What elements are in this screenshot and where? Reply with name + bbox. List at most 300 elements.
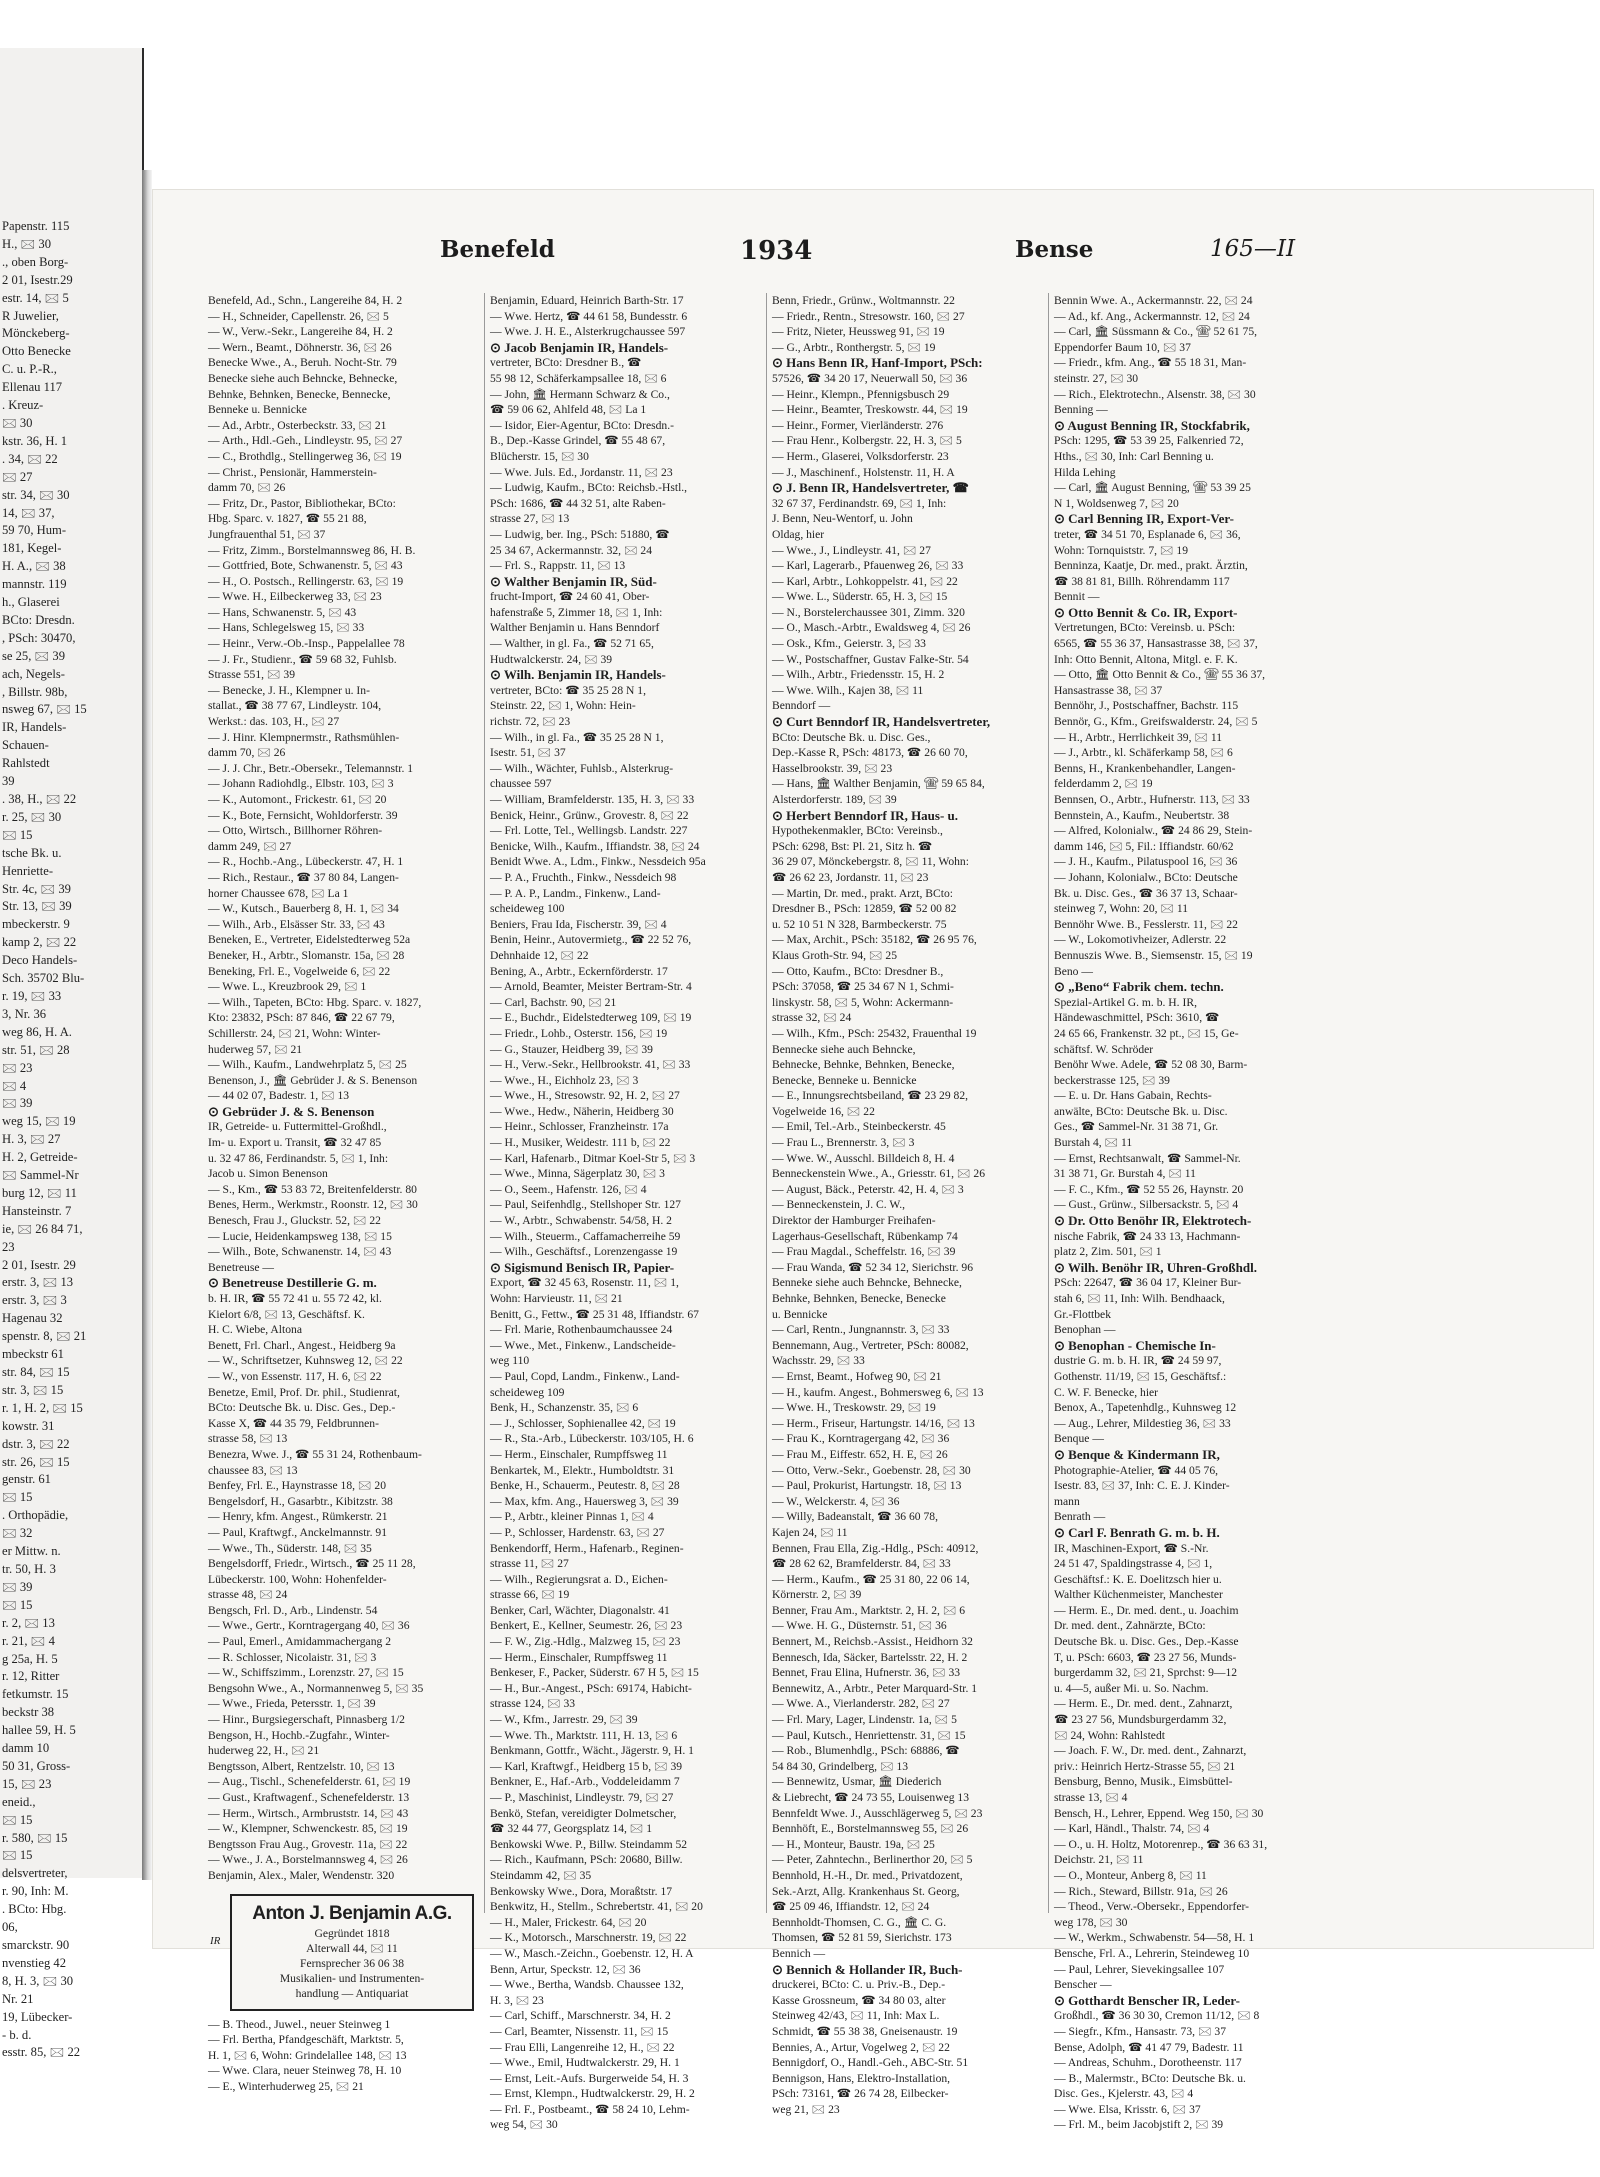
directory-entry-line: PSch: 37058, ☎ 25 34 67 N 1, Schmi- [772,980,954,994]
previous-page-line: Hansteinstr. 7 [2,1203,72,1218]
directory-entry-line: — P., Arbtr., kleiner Pinnas 1, 🖂 4 [490,1510,654,1524]
directory-entry-line: — Frl. S., Rappstr. 11, 🖂 13 [490,559,626,573]
directory-entry-line: Bense, Adolph, ☎ 41 47 79, Badestr. 11 [1054,2040,1244,2054]
directory-entry-line: Kajen 24, 🖂 11 [772,1525,848,1539]
directory-entry-line: Benick, Heinr., Grünw., Grovestr. 8, 🖂 22 [490,808,689,822]
firm-entry-heading: ⊙ Carl Benning IR, Export-Ver- [1054,511,1235,527]
directory-entry-line: Vertretungen, BCto: Vereinsb. u. PSch: [1054,621,1236,635]
previous-page-line: 06, [2,1920,18,1935]
previous-page-line: 🖂 4 [2,1078,27,1093]
directory-entry-line: Lagerhaus-Gesellschaft, Rübenkamp 74 [772,1229,958,1243]
directory-entry-line: — Paul, Prokurist, Hartungstr. 18, 🖂 13 [772,1479,962,1493]
previous-page-line: 14, 🖂 37, [2,505,55,520]
directory-entry-line: Hbg. Sparc. v. 1827, ☎ 55 21 88, [208,512,367,526]
directory-entry-line: 6565, ☎ 55 36 37, Hansastrasse 38, 🖂 37, [1054,637,1258,651]
previous-page-line: 50 31, Gross- [2,1758,71,1773]
previous-page-line: H. 3, 🖂 27 [2,1132,61,1147]
directory-entry-line: Deutsche Bk. u. Disc. Ges., Dep.-Kasse [1054,1635,1239,1649]
directory-entry-line: — Fritz, Nieter, Heussweg 91, 🖂 19 [772,325,945,339]
previous-page-line: . 38, H., 🖂 22 [2,792,77,806]
directory-entry-line: Benrath — [1054,1510,1106,1524]
directory-entry-line: — Otto, 🏛 Otto Bennit & Co., ☎ 55 36 37, [1054,668,1266,682]
previous-page-line: , PSch: 30470, [2,630,76,645]
previous-page-line: Otto Benecke [2,344,71,359]
directory-entry-line: Benque — [1054,1432,1104,1446]
directory-entry-line: scheideweg 109 [490,1385,565,1399]
directory-entry-line: — H., Musiker, Weidestr. 111 b, 🖂 22 [490,1136,671,1150]
directory-entry-line: Benkendorff, Herm., Hafenarb., Reginen- [490,1541,684,1555]
directory-entry-line: — Wilh., Tapeten, BCto: Hbg. Sparc. v. 1827, [208,995,422,1009]
directory-entry-line: — Wilh., Bote, Schwanenstr. 14, 🖂 43 [208,1245,392,1259]
previous-page-line: erstr. 3, 🖂 3 [2,1293,67,1308]
directory-entry-line: Bennöhr, J., Postschaffner, Bachstr. 115 [1054,699,1239,713]
directory-entry-line: — J. Hinr. Klempnermstr., Rathsmühlen- [208,730,400,744]
ad-founded: Gegründet 1818 [314,1926,390,1940]
directory-entry-line: — Bennewitz, Usmar, 🏛 Diederich [772,1775,942,1789]
column-2 [490,293,760,2132]
directory-entry-line: damm 146, 🖂 5, Fil.: Iffiandstr. 60/62 [1054,839,1234,853]
directory-entry-line: Wohn: Harvieustr. 11, 🖂 21 [490,1292,623,1305]
directory-entry-line: Benett, Frl. Charl., Angest., Heidberg 9a [208,1338,396,1352]
directory-entry-line: Benecke, Benneke u. Bennicke [772,1073,917,1087]
directory-entry-line: — Karl, Arbtr., Lohkoppelstr. 41, 🖂 22 [772,574,958,588]
directory-entry-line: Schillerstr. 24, 🖂 21, Wohn: Winter- [208,1026,381,1040]
directory-entry-line: — Frau K., Korntragergang 42, 🖂 36 [772,1432,950,1446]
directory-entry-line: — Paul, Lehrer, Sievekingsallee 107 [1054,1962,1225,1976]
previous-page-line: 2 01, Isestr. 29 [2,1257,76,1272]
directory-entry-line: — Heinr., Beamter, Treskowstr. 44, 🖂 19 [772,403,968,417]
directory-entry-line: — W., Schiffszimm., Lorenzstr. 27, 🖂 15 [208,1666,404,1680]
directory-entry-line: — P., Schlosser, Hardenstr. 63, 🖂 27 [490,1525,665,1539]
directory-entry-line: Großhdl., ☎ 36 30 30, Cremon 11/12, 🖂 8 [1054,2009,1260,2023]
directory-entry-line: Benin, Heinr., Autovermietg., ☎ 22 52 76, [490,933,692,947]
directory-entry-line: strasse 66, 🖂 19 [490,1588,570,1602]
directory-entry-line: steinweg 7, Wohn: 20, 🖂 11 [1054,902,1189,916]
directory-entry-line: Benecke Wwe., A., Beruh. Nocht-Str. 79 [208,356,397,370]
directory-entry-line: — Paul, Kutsch., Henriettenstr. 31, 🖂 15 [772,1728,966,1742]
directory-entry-line: Behnke, Behnken, Benecke, Bennecke, [208,387,391,401]
directory-entry-line: felderdamm 2, 🖂 19 [1054,777,1153,791]
firm-entry-heading: ⊙ Benetreuse Destillerie G. m. [208,1275,377,1291]
directory-entry-line: BCto: Deutsche Bk. u. Disc. Ges., [772,730,931,744]
firm-entry-heading: ⊙ Gebrüder J. & S. Benenson [208,1103,375,1119]
directory-entry-line: — Hans, 🏛 Walther Benjamin, ☎ 59 65 84, [772,777,985,791]
directory-entry-line: Hansastrasse 38, 🖂 37 [1054,683,1163,697]
directory-entry-line: Strasse 551, 🖂 39 [208,668,295,682]
directory-entry-line: — W., Welckerstr. 4, 🖂 36 [772,1494,900,1508]
directory-entry-line: Beno — [1054,964,1093,978]
directory-entry-line: — Friedr., Rentn., Stresowstr. 160, 🖂 27 [772,309,965,323]
directory-entry-line: — W., Arbtr., Schwabenstr. 54/58, H. 2 [490,1214,672,1228]
directory-entry-line: Benkö, Stefan, vereidigter Dolmetscher, [490,1806,677,1820]
previous-page-line: weg 86, H. A. [2,1024,72,1039]
directory-entry-line: Schmidt, ☎ 55 38 38, Gneisenaustr. 19 [772,2024,958,2038]
directory-entry-line: strasse 13, 🖂 4 [1054,1791,1128,1804]
previous-page-line: C. u. P.-R., [2,362,57,377]
running-head [280,236,1306,270]
directory-entry-line: huderweg 22, H., 🖂 21 [208,1744,320,1758]
directory-entry-line: — Carl, 🏛 August Benning, ☎ 53 39 25 [1054,481,1251,495]
directory-entry-line: Bening, A., Arbtr., Eckernförderstr. 17 [490,964,668,978]
directory-entry-line: — Wwe. Th., Marktstr. 111, H. 13, 🖂 6 [490,1728,678,1742]
directory-entry-line: 32 67 37, Ferdinandstr. 69, 🖂 1, Inh: [772,496,947,510]
previous-page-fragment [0,48,144,2060]
directory-entry-line: — Carl, 🏛 Süssmann & Co., ☎ 52 61 75, [1054,325,1258,339]
directory-entry-line: PSch: 1295, ☎ 53 39 25, Falkenried 72, [1054,434,1244,448]
directory-entry-line: Benkwitz, H., Stellm., Schrebertstr. 41, 🖂 20 [490,1900,703,1914]
previous-page-line: 🖂 27 [2,469,33,484]
directory-entry-line: — Herm., Einschaler, Rumpffsweg 11 [490,1447,668,1461]
directory-entry-line: — Joach. F. W., Dr. med. dent., Zahnarzt, [1054,1744,1247,1758]
directory-entry-line: Bennhold, H.-H., Dr. med., Privatdozent, [772,1868,963,1882]
directory-entry-line: — Herm., Glaserei, Volksdorferstr. 23 [772,449,949,463]
previous-page-line: 15, 🖂 23 [2,1776,52,1791]
directory-entry-line: — Wern., Beamt., Döhnerstr. 36, 🖂 26 [208,340,392,354]
directory-entry-line: Benning — [1054,403,1108,417]
directory-entry-line: — W., von Essenstr. 117, H. 6, 🖂 22 [208,1369,382,1383]
directory-entry-line: — Frl. Mary, Lager, Lindenstr. 1a, 🖂 5 [772,1713,957,1727]
directory-entry-line: — Karl, Händl., Thalstr. 74, 🖂 4 [1054,1822,1210,1836]
ad-margin-mark: IR [210,1934,221,1947]
directory-entry-line: mann [1054,1494,1080,1508]
previous-page-line: r. 1, H. 2, 🖂 15 [2,1400,83,1415]
column-rule [766,293,767,1913]
directory-entry-line: platz 2, Zim. 501, 🖂 1 [1054,1245,1162,1259]
directory-entry-line: Benecke siehe auch Behncke, Behnecke, [208,371,398,385]
directory-entry-line: — W., Klempner, Schwenckestr. 85, 🖂 19 [208,1822,408,1836]
directory-entry-line: — J., Schlosser, Sophienallee 42, 🖂 19 [490,1416,676,1430]
directory-entry-line: Bennör, G., Kfm., Greifswalderstr. 24, 🖂 5 [1054,715,1258,729]
directory-entry-line: Im- u. Export u. Transit, ☎ 32 47 85 [208,1136,382,1150]
directory-entry-line: vertreter, BCto: Dresdner B., ☎ [490,356,642,370]
previous-page-line: Ellenau 117 [2,380,63,395]
directory-entry-line: Benn, Artur, Speckstr. 12, 🖂 36 [490,1962,641,1976]
directory-entry-line: horner Chaussee 678, 🖂 La 1 [208,886,349,900]
directory-entry-line: — Osk., Kfm., Geierstr. 3, 🖂 33 [772,637,926,651]
directory-entry-line: PSch: 1686, ☎ 44 32 51, alte Raben- [490,496,666,510]
directory-entry-line: 24 51 47, Spaldingstrasse 4, 🖂 1, [1054,1557,1213,1571]
directory-entry-line: — Max, Archit., PSch: 35182, ☎ 26 95 76, [772,933,977,947]
directory-entry-line: — Benecke, J. H., Klempner u. In- [208,683,370,697]
previous-page-line: ., oben Borg- [2,254,69,269]
directory-entry-line: — Wwe., Th., Süderstr. 148, 🖂 35 [208,1541,372,1555]
directory-entry-line: — Gottfried, Bote, Schwanenstr. 5, 🖂 43 [208,559,403,573]
directory-entry-line: — Wilh., Arb., Elsässer Str. 33, 🖂 43 [208,917,385,931]
directory-entry-line: — Wwe., Met., Finkenw., Landscheide- [490,1338,676,1352]
directory-entry-line: — O., Seem., Hafenstr. 126, 🖂 4 [490,1182,647,1196]
directory-entry-line: Wachsstr. 29, 🖂 33 [772,1354,865,1368]
directory-entry-line: — Theod., Verw.-Obersekr., Eppendorfer- [1054,1900,1249,1914]
directory-entry-line: — Wwe., Emil, Hudtwalckerstr. 29, H. 1 [490,2056,680,2070]
directory-entry-line: — Johann, Kolonialw., BCto: Deutsche [1054,870,1238,884]
directory-entry-line: — Max, kfm. Ang., Hauersweg 3, 🖂 39 [490,1494,679,1508]
previous-page-line: H. A., 🖂 38 [2,559,66,574]
directory-entry-line: damm 249, 🖂 27 [208,839,292,853]
firm-entry-heading: ⊙ Bennich & Hollander IR, Buch- [772,1961,963,1977]
directory-entry-line: — Herm., Wirtsch., Armbruststr. 14, 🖂 43 [208,1806,409,1820]
directory-entry-line: weg 178, 🖂 30 [1054,1915,1128,1929]
directory-entry-line: — Benneckenstein, J. C. W., [772,1198,905,1212]
directory-entry-line: — Karl, Lagerarb., Pfauenweg 26, 🖂 33 [772,559,964,573]
previous-page-line: Schauen- [2,738,49,753]
directory-entry-line: — J., Maschinenf., Holstenstr. 11, H. A [772,465,955,479]
directory-entry-line: Benes, Herm., Werkmstr., Roonstr. 12, 🖂 30 [208,1198,418,1212]
previous-page-line: beckstr 38 [2,1705,55,1720]
column-1 [208,293,478,2093]
directory-entry-line: — Wwe. Hertz, ☎ 44 61 58, Bundesstr. 6 [490,309,688,323]
directory-entry-line: — Frl. Bertha, Pfandgeschäft, Marktstr. 5, [208,2033,404,2047]
previous-page-line: burg 12, 🖂 11 [2,1185,77,1200]
directory-entry-line: — Frau L., Brennerstr. 3, 🖂 3 [772,1136,915,1150]
firm-entry-heading: ⊙ „Beno“ Fabrik chem. techn. [1054,979,1224,995]
previous-page-line: estr. 14, 🖂 5 [2,290,69,305]
previous-page-line: 🖂 30 [2,415,33,430]
directory-entry-line: Benitt, G., Fettw., ☎ 25 31 48, Iffiandstr. 67 [490,1307,699,1321]
directory-entry-line: Benjamin, Eduard, Heinrich Barth-Str. 17 [490,294,684,307]
previous-page-line: Mönckeberg- [2,326,70,341]
directory-entry-line: Benkmann, Gottfr., Wächt., Jägerstr. 9, H. 1 [490,1744,694,1758]
directory-entry-line: — W., Lokomotivheizer, Adlerstr. 22 [1054,933,1227,947]
previous-page-line: tsche Bk. u. [2,845,62,860]
directory-entry-line: Oldag, hier [772,527,825,541]
directory-entry-line: Bennfeldt Wwe. J., Ausschlägerweg 5, 🖂 23 [772,1806,983,1820]
directory-entry-line: Benndorf — [772,699,831,713]
directory-entry-line: — H., Verw.-Sekr., Hellbrookstr. 41, 🖂 33 [490,1058,691,1072]
previous-page-line: hallee 59, H. 5 [2,1723,76,1738]
directory-entry-line: — Otto, Verw.-Sekr., Goebenstr. 28, 🖂 30 [772,1463,971,1477]
directory-entry-line: — Paul, Copd, Landm., Finkenw., Land- [490,1369,680,1383]
directory-entry-line: Sek.-Arzt, Allg. Krankenhaus St. Georg, [772,1884,960,1898]
previous-page-line: r. 21, 🖂 4 [2,1633,55,1648]
directory-entry-line: Export, ☎ 32 45 63, Rosenstr. 11, 🖂 1, [490,1276,679,1290]
directory-entry-line: — W., Masch.-Zeichn., Goebenstr. 12, H. A [490,1946,694,1960]
directory-entry-line: — H., Monteur, Baustr. 19a, 🖂 25 [772,1837,935,1851]
firm-entry-heading: ⊙ Gotthardt Benscher IR, Leder- [1054,1992,1241,2008]
directory-entry-line: IR, Maschinen-Export, ☎ S.-Nr. [1054,1541,1209,1555]
directory-entry-line: Bengtsson, Albert, Rentzelstr. 10, 🖂 13 [208,1759,395,1773]
previous-page-line: . BCto: Hbg. [2,1902,67,1917]
directory-entry-line: Bengelsdorff, Friedr., Wirtsch., ☎ 25 11 28, [208,1557,416,1571]
directory-entry-line: — Rich., Restaur., ☎ 37 80 84, Langen- [208,870,399,884]
directory-entry-line: Benneke siehe auch Behncke, Behnecke, [772,1276,962,1290]
directory-entry-line: — B. Theod., Juwel., neuer Steinweg 1 [208,2017,391,2031]
previous-page-line: h., Glaserei [2,595,60,610]
directory-entry-line: Burstah 4, 🖂 11 [1054,1136,1133,1150]
directory-entry-line: — Peter, Zahntechn., Berlinerthor 20, 🖂 5 [772,1853,973,1867]
directory-entry-line: Hilda Lehing [1054,465,1116,479]
directory-entry-line: — G., Arbtr., Ronthergstr. 5, 🖂 19 [772,340,936,354]
directory-entry-line: — Hans, Schlegelsweg 15, 🖂 33 [208,621,365,635]
advertisement-box [230,1894,474,2011]
ad-line-1: Musikalien- und Instrumenten- [279,1971,425,1985]
directory-entry-line: ☎ 32 44 77, Georgsplatz 14, 🖂 1 [490,1822,653,1836]
directory-entry-line: IR, Getreide- u. Futtermittel-Großhdl., [208,1120,387,1134]
directory-entry-line: — G., Stauzer, Heidberg 39, 🖂 39 [490,1042,653,1056]
directory-entry-line: Benicke, Wilh., Kaufm., Iffiandstr. 38, 🖂 24 [490,839,700,853]
directory-entry-line: — Friedr., kfm. Ang., ☎ 55 18 31, Man- [1054,356,1247,370]
directory-entry-line: Benkartek, M., Elektr., Humboldtstr. 31 [490,1463,675,1477]
column-4 [1054,293,1324,2132]
directory-entry-line: — Karl, Kraftwgf., Heidberg 15 b, 🖂 39 [490,1759,683,1773]
directory-entry-line: — K., Bote, Fernsicht, Wohldorferstr. 39 [208,808,398,822]
directory-entry-line: Isestr. 51, 🖂 37 [490,746,566,760]
directory-entry-line: Beneken, E., Vertreter, Eidelstedterweg 52a [208,933,411,947]
directory-entry-line: Steinstr. 22, 🖂 1, Wohn: Hein- [490,699,636,713]
directory-entry-line: Hypothekenmakler, BCto: Vereinsb., [772,824,943,838]
column-3 [772,293,1042,2116]
directory-entry-line: Bennit — [1054,590,1100,604]
directory-entry-line: — R., Hochb.-Ang., Lübeckerstr. 47, H. 1 [208,855,404,869]
ad-title: Anton J. Benjamin A.G. [252,1902,452,1924]
previous-page-line: kstr. 36, H. 1 [2,433,68,448]
directory-entry-line: — H., Maler, Frickestr. 64, 🖂 20 [490,1915,647,1929]
directory-entry-line: nische Fabrik, ☎ 24 33 13, Hachmann- [1054,1229,1241,1243]
directory-entry-line: Benöhr Wwe. Adele, ☎ 52 08 30, Barm- [1054,1058,1248,1072]
previous-page-line: nsweg 67, 🖂 15 [2,702,87,717]
previous-page-line: dstr. 3, 🖂 22 [2,1436,70,1451]
directory-entry-line: Beneking, Frl. E., Vogelweide 6, 🖂 22 [208,964,391,978]
directory-entry-line: — H., Schneider, Capellenstr. 26, 🖂 5 [208,309,389,323]
directory-entry-line: Bengson, H., Hochb.-Zugfahr., Winter- [208,1728,390,1742]
directory-entry-line: — Heinr., Schlosser, Franzheinstr. 17a [490,1120,669,1134]
directory-entry-line: Behnecke, Behnke, Behnken, Benecke, [772,1058,955,1072]
previous-page-line: Papenstr. 115 [2,219,70,233]
directory-entry-line: Bennuszis Wwe. B., Siemsenstr. 15, 🖂 19 [1054,948,1253,962]
directory-entry-line: — Frl. Lotte, Tel., Wellingsb. Landstr. 227 [490,824,688,838]
directory-entry-line: Bennstein, A., Kaufm., Neubertstr. 38 [1054,808,1230,822]
previous-page-line: 🖂 15 [2,1848,33,1863]
directory-entry-line: stah 6, 🖂 11, Inh: Wilh. Bendhaack, [1054,1292,1225,1305]
directory-entry-line: — William, Bramfelderstr. 135, H. 3, 🖂 33 [490,793,695,806]
directory-entry-line: — Henry, kfm. Angest., Rümkerstr. 21 [208,1510,388,1524]
directory-entry-line: schäftsf. W. Schröder [1054,1042,1154,1056]
previous-page-line: str. 84, 🖂 15 [2,1365,70,1379]
directory-entry-line: Bennies, A., Artur, Vogelweg 2, 🖂 22 [772,2040,950,2054]
directory-entry-line: Hths., 🖂 30, Inh: Carl Benning u. [1054,449,1214,463]
directory-entry-line: — O., Monteur, Anberg 8, 🖂 11 [1054,1868,1207,1882]
directory-entry-line: — 44 02 07, Badestr. 1, 🖂 13 [208,1089,350,1103]
firm-entry-heading: ⊙ August Benning IR, Stockfabrik, [1054,417,1250,433]
previous-page-line: erstr. 3, 🖂 13 [2,1275,74,1290]
directory-entry-line: Bk. u. Disc. Ges., ☎ 36 37 13, Schaar- [1054,886,1238,900]
directory-entry-line: Steinweg 42/43, 🖂 11, Inh: Max L. [772,2009,940,2023]
directory-entry-line: Benezra, Wwe. J., ☎ 55 31 24, Rothenbaum- [208,1447,422,1461]
directory-entry-line: — Herm., Kaufm., ☎ 25 31 80, 22 06 14, [772,1572,970,1586]
directory-entry-line: dustrie G. m. b. H. IR, ☎ 24 59 97, [1054,1354,1222,1368]
directory-entry-line: Benfey, Frl. E., Haynstrasse 18, 🖂 20 [208,1479,386,1493]
directory-entry-line: Thomsen, ☎ 52 81 59, Sierichstr. 173 [772,1931,952,1945]
previous-page-line: g 25a, H. 5 [2,1651,58,1666]
directory-entry-line: Bengelsdorf, H., Gasarbtr., Kibitzstr. 38 [208,1494,393,1508]
directory-entry-line: richstr. 72, 🖂 23 [490,715,571,729]
directory-entry-line: Walther Benjamin u. Hans Benndorf [490,621,660,635]
previous-page-line: Rahlstedt [2,756,50,771]
directory-entry-line: — Wwe. J. H. E., Alsterkrugchaussee 597 [490,325,686,339]
directory-entry-line: — W., Werkm., Schwabenstr. 54—58, H. 1 [1054,1931,1255,1945]
directory-entry-line: — Wwe. H., Treskowstr. 29, 🖂 19 [772,1401,936,1415]
directory-entry-line: — Lucie, Heidenkampsweg 138, 🖂 15 [208,1229,392,1243]
directory-entry-line: Benjamin, Alex., Maler, Wendenstr. 320 [208,1868,395,1882]
directory-entry-line: — W., Kutsch., Bauerberg 8, H. 1, 🖂 34 [208,902,399,916]
previous-page-line: r. 580, 🖂 15 [2,1830,68,1845]
directory-entry-line: Bennesch, Ida, Säcker, Bartelsstr. 22, H. 2 [772,1650,968,1664]
directory-entry-line: — H., Arbtr., Herrlichkeit 39, 🖂 11 [1054,730,1223,744]
directory-entry-line: steinstr. 27, 🖂 30 [1054,371,1139,385]
directory-entry-line: Bennert, M., Reichsb.-Assist., Heidhorn 32 [772,1635,973,1649]
directory-entry-line: — Rich., Steward, Billstr. 91a, 🖂 26 [1054,1884,1228,1898]
previous-page-line: str. 34, 🖂 30 [2,487,70,502]
directory-entry-line: N 1, Woldsenweg 7, 🖂 20 [1054,496,1179,510]
directory-entry-line: — E., Buchdr., Eidelstedterweg 109, 🖂 19 [490,1011,692,1025]
directory-entry-line: — Wwe. A., Vierlanderstr. 282, 🖂 27 [772,1697,950,1711]
directory-entry-line: ☎ 28 62 62, Bramfelderstr. 84, 🖂 33 [772,1557,951,1571]
directory-entry-line: Benneckenstein Wwe., A., Griesstr. 61, 🖂 26 [772,1167,985,1181]
firm-entry-heading: ⊙ Wilh. Benjamin IR, Handels- [490,667,666,683]
directory-entry-line: Benkner, E., Haf.-Arb., Voddeleidamm 7 [490,1775,680,1789]
directory-entry-line: Benninza, Kaatje, Dr. med., prakt. Ärztin, [1054,559,1248,573]
previous-page-line: mannstr. 119 [2,577,67,592]
directory-entry-line: — Wwe., Bertha, Wandsb. Chaussee 132, [490,1978,684,1992]
directory-entry-line: — S., Km., ☎ 53 83 72, Breitenfelderstr. 80 [208,1182,417,1196]
directory-entry-line: — O., u. H. Holtz, Motorenrep., ☎ 36 63 31, [1054,1837,1268,1851]
previous-page-line: spenstr. 8, 🖂 21 [2,1329,87,1344]
previous-page-line: r. 25, 🖂 30 [2,809,62,824]
previous-page-line: mbeckstr 61 [2,1347,64,1362]
directory-entry-line: Blücherstr. 15, 🖂 30 [490,449,589,463]
directory-entry-line: priv.: Heinrich Hertz-Strasse 55, 🖂 21 [1054,1759,1236,1773]
previous-page-line: str. 51, 🖂 28 [2,1042,70,1057]
directory-entry-line: — K., Automont., Frickestr. 61, 🖂 20 [208,793,387,806]
directory-entry-line: — Wilh., Kfm., PSch: 25432, Frauenthal 19 [772,1026,977,1040]
directory-entry-line: strasse 124, 🖂 33 [490,1697,576,1711]
directory-entry-line: Benns, H., Krankenbehandler, Langen- [1054,761,1236,775]
directory-entry-line: — Emil, Tel.-Arb., Steinbeckerstr. 45 [772,1120,946,1134]
directory-entry-line: — W., Kfm., Jarrestr. 29, 🖂 39 [490,1713,638,1727]
directory-entry-line: Benox, A., Tapetenhdlg., Kuhnsweg 12 [1054,1401,1237,1415]
directory-entry-line: Behnke, Behnken, Benecke, Benecke [772,1292,946,1305]
directory-entry-line: — Walther, in gl. Fa., ☎ 52 71 65, [490,637,654,651]
page-number: 165—II [1210,236,1296,262]
directory-entry-line: Bennhöft, E., Borstelmannsweg 55, 🖂 26 [772,1822,969,1836]
directory-entry-line: — Wwe., Gertr., Korntragergang 40, 🖂 36 [208,1619,410,1633]
firm-entry-heading: ⊙ Dr. Otto Benöhr IR, Elektrotech- [1054,1213,1252,1229]
previous-page-line: se 25, 🖂 39 [2,648,66,663]
directory-entry-line: — Ad., kf. Ang., Ackermannstr. 12, 🖂 24 [1054,309,1250,323]
directory-entry-line: 57526, ☎ 34 20 17, Neuerwall 50, 🖂 36 [772,371,968,385]
firm-entry-heading: ⊙ Curt Benndorf IR, Handelsvertreter, [772,714,991,730]
directory-entry-line: — Martin, Dr. med., prakt. Arzt, BCto: [772,886,953,900]
directory-entry-line: — Herm., Einschaler, Rumpffsweg 11 [490,1650,668,1664]
directory-entry-line: — John, 🏛 Hermann Schwarz & Co., [490,387,670,401]
previous-page-line: . Orthopädie, [2,1508,69,1523]
directory-entry-line: — B., Malermstr., BCto: Deutsche Bk. u. [1054,2071,1246,2085]
previous-page-line: r. 90, Inh: M. [2,1884,69,1899]
directory-entry-line: ☎ 25 09 46, Iffiandstr. 12, 🖂 24 [772,1900,930,1914]
directory-entry-line: — Frl. Marie, Rothenbaumchaussee 24 [490,1323,673,1337]
firm-entry-heading: ⊙ J. Benn IR, Handelsvertreter, ☎ [772,480,969,496]
previous-page-line: Nr. 21 [2,1991,34,2006]
directory-entry-line: Bennigdorf, O., Handl.-Geh., ABC-Str. 51 [772,2056,969,2070]
directory-entry-line: Bennholdt-Thomsen, C. G., 🏛 C. G. [772,1915,947,1929]
directory-entry-line: Benkowski Wwe. P., Billw. Steindamm 52 [490,1837,688,1851]
previous-page-line: IR, Handels- [2,720,67,735]
directory-entry-line: Bennöhr Wwe. B., Fesslerstr. 11, 🖂 22 [1054,917,1238,931]
directory-entry-line: — Wwe. W., Ausschl. Billdeich 8, H. 4 [772,1151,955,1165]
directory-entry-line: damm 70, 🖂 26 [208,481,286,495]
firm-entry-heading: ⊙ Benque & Kindermann IR, [1054,1446,1220,1462]
previous-page-line: H. 2, Getreide- [2,1150,78,1165]
previous-page-line: 59 70, Hum- [2,523,67,538]
